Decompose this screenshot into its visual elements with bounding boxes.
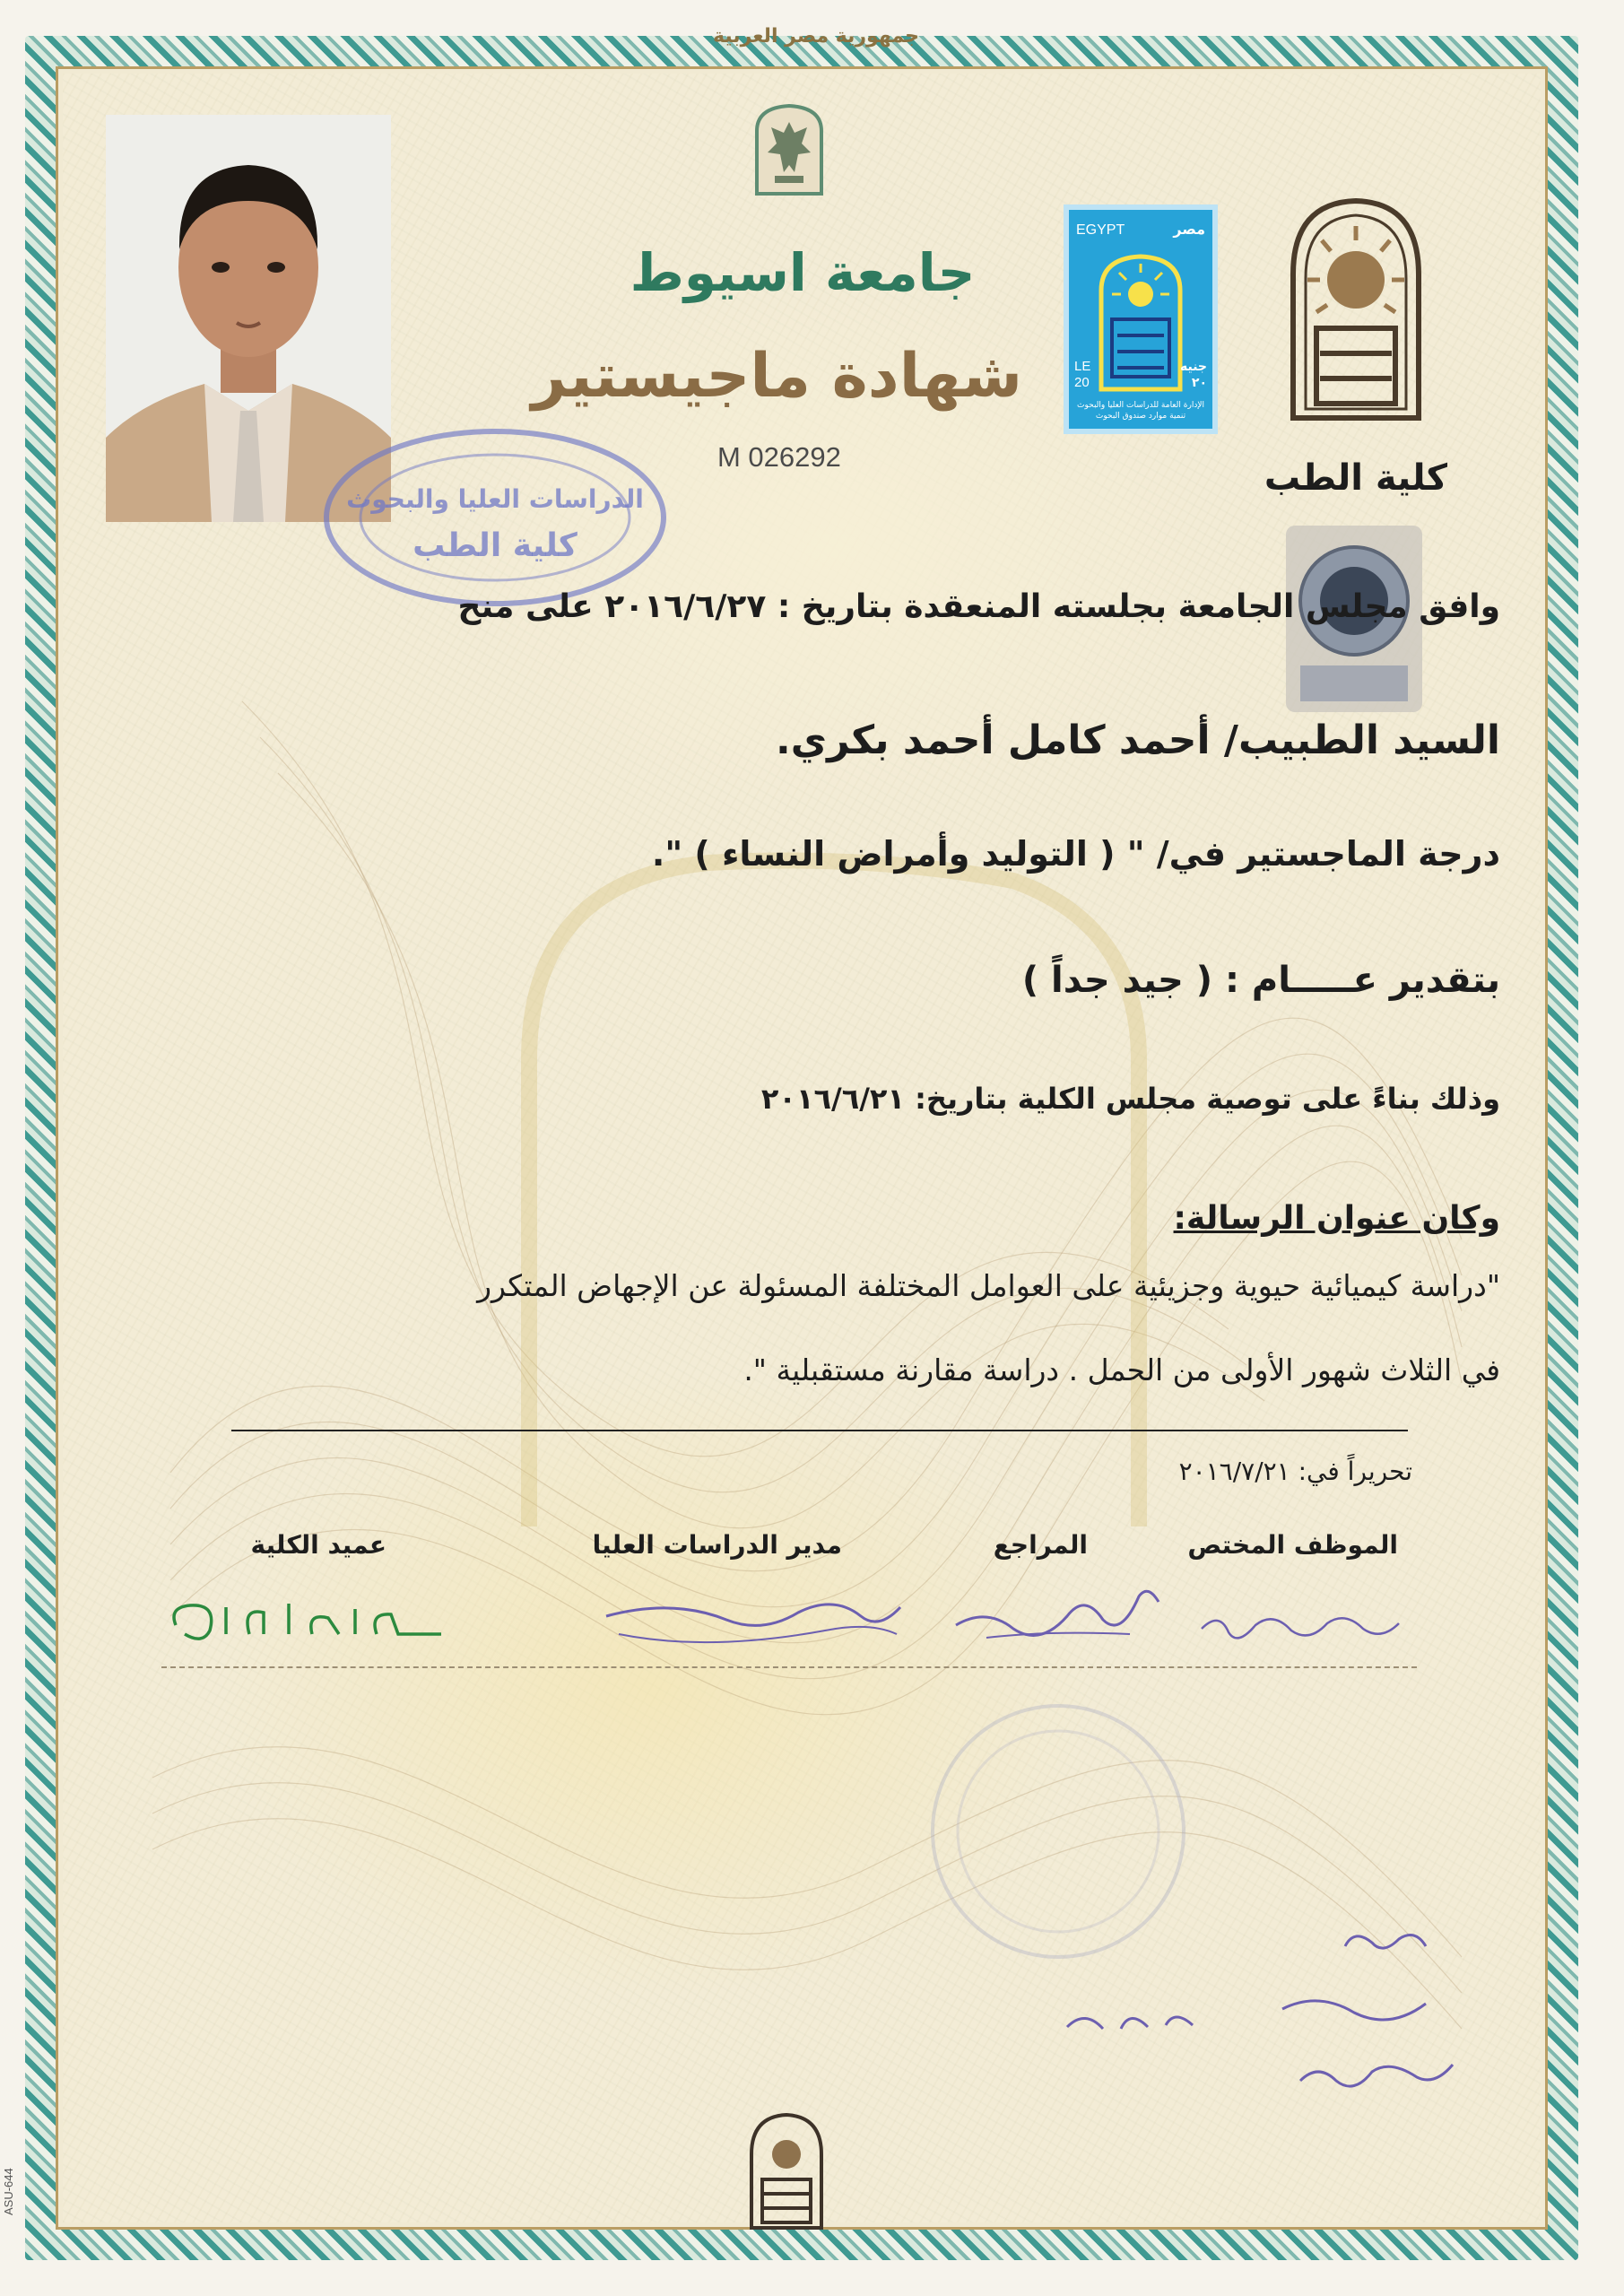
thesis-title-line-1: "دراسة كيميائية حيوية وجزيئية على العوامل المختلفة المسئولة عن الإجهاض المتكرر xyxy=(477,1268,1500,1303)
issue-date: تحريراً في: ٢٠١٦/٧/٢١ xyxy=(1178,1457,1412,1486)
certificate-number: M 026292 xyxy=(717,441,841,473)
officer-signature-icon xyxy=(1193,1593,1408,1656)
degree-specialty-line: درجة الماجستير في/ " ( التوليد وأمراض النساء ) ". xyxy=(651,834,1500,874)
council-approval-line: وافق مجلس الجامعة بجلسته المنعقدة بتاريخ : ٢٠١٦/٦/٢٧ على منح xyxy=(457,588,1500,625)
dean-signature-icon xyxy=(163,1595,450,1648)
bottom-university-logo-icon xyxy=(743,2109,830,2235)
stamp-value-en xyxy=(1074,359,1090,391)
faculty-recommendation-line: وذلك بناءً على توصية مجلس الكلية بتاريخ: ٢٠١٦/٦/٢١ xyxy=(760,1082,1500,1116)
signature-dotted-line xyxy=(161,1666,1417,1668)
eagle-emblem-icon xyxy=(750,100,829,201)
side-code: ASU-644 xyxy=(2,2168,15,2215)
grade-line: بتقدير عـــــام : ( جيد جداً ) xyxy=(1021,960,1500,1001)
thesis-title-line-2: في الثلاث شهور الأولى من الحمل . دراسة مقارنة مستقبلية ". xyxy=(743,1352,1500,1387)
signatory-officer-label: الموظف المختص xyxy=(1187,1530,1398,1560)
university-name: جامعة اسيوط xyxy=(630,242,976,303)
assiut-university-logo-icon xyxy=(1275,194,1437,429)
stamp-caption xyxy=(1074,400,1207,422)
stamp-value-en-text: LE 20 xyxy=(1074,359,1091,390)
certificate-title: شهادة ماجيستير xyxy=(531,341,1022,412)
stamp-line-2: كلية الطب xyxy=(413,527,578,564)
faculty-name: كلية الطب xyxy=(1264,457,1448,499)
arch-header-text: جمهورية مصر العربية xyxy=(713,25,919,48)
recipient-name-line: السيد الطبيب/ أحمد كامل أحمد بكري. xyxy=(776,718,1500,763)
stamp-caption-text: الإدارة العامة للدراسات العليا والبحوث تنمية موارد صندوق البحوث xyxy=(1077,401,1204,421)
divider xyxy=(231,1430,1408,1431)
handwritten-annotation-icon xyxy=(1031,1919,1480,2126)
director-signature-icon xyxy=(601,1580,906,1661)
stamp-country-en: EGYPT xyxy=(1076,222,1125,238)
faculty-ink-stamp-icon xyxy=(319,422,671,613)
revenue-stamp xyxy=(1064,204,1218,434)
signatory-director-label: مدير الدراسات العليا xyxy=(592,1530,842,1560)
signatory-dean-label: عميد الكلية xyxy=(250,1530,386,1560)
stamp-value-ar-text: جنيه ٢٠ xyxy=(1179,360,1207,390)
stamp-country-ar: مصر xyxy=(1173,221,1205,238)
thesis-title-label: وكان عنوان الرسالة: xyxy=(1173,1200,1500,1237)
stamp-value-ar xyxy=(1180,359,1207,391)
reviewer-signature-icon xyxy=(951,1575,1166,1656)
stamp-line-1: الدراسات العليا والبحوث xyxy=(346,484,644,514)
signatory-reviewer-label: المراجع xyxy=(993,1530,1088,1560)
